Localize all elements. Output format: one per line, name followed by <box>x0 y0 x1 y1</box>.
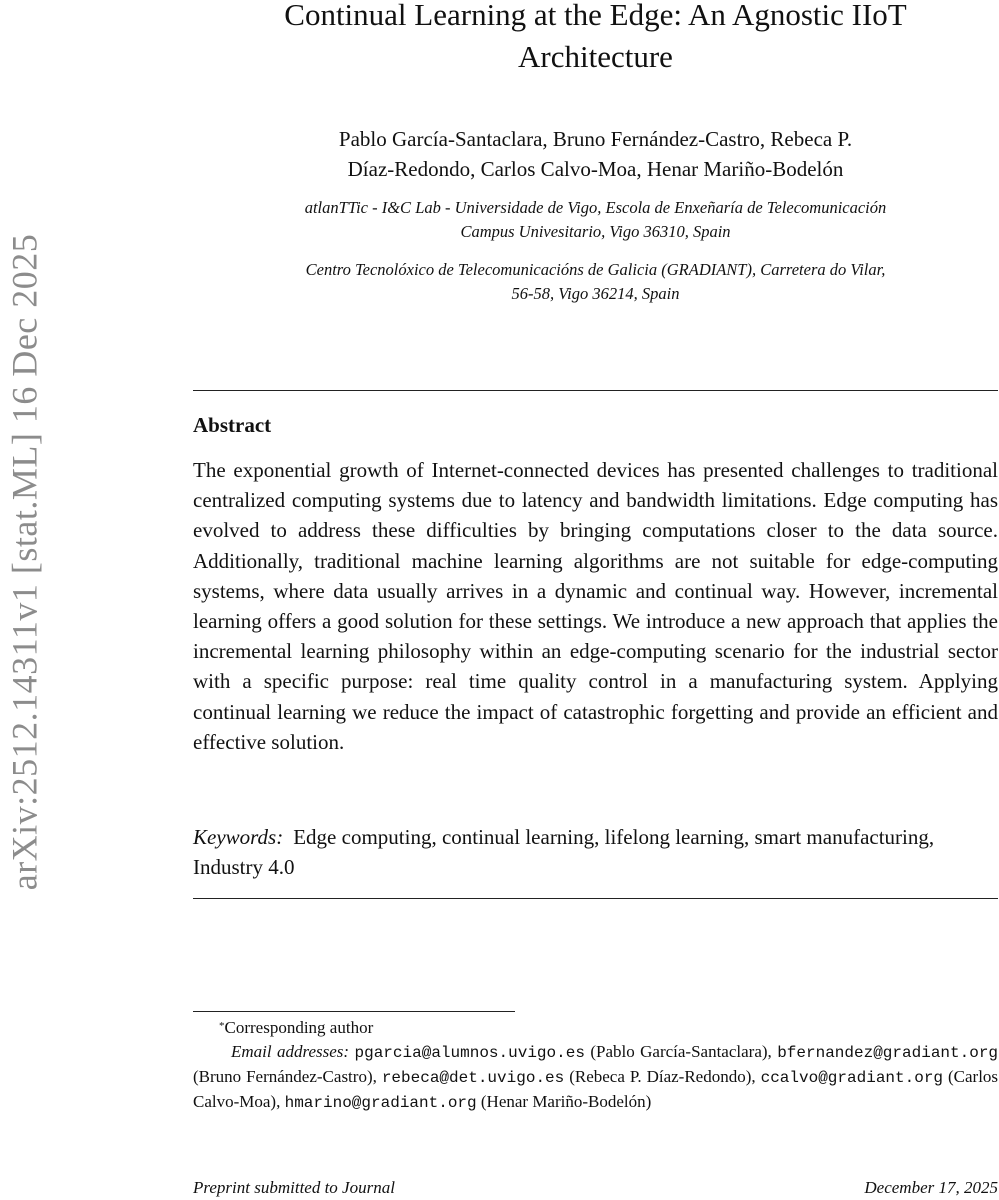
abstract-heading: Abstract <box>193 413 272 437</box>
email-link[interactable]: hmarino@gradiant.org <box>284 1094 477 1112</box>
affiliation-1-line-2: Campus Univesitario, Vigo 36310, Spain <box>460 222 731 241</box>
footnote-rule <box>193 1011 515 1012</box>
corresponding-author-note <box>193 1016 998 1040</box>
footer-date: December 17, 2025 <box>864 1178 998 1197</box>
affiliation-2 <box>193 258 998 306</box>
authors-line-1: Pablo García-Santaclara, Bruno Fernández-Castro, Rebeca P. <box>338 127 853 151</box>
keywords-text: Edge computing, continual learning, lifelong learning, smart manufacturing, Industry 4.0 <box>193 825 935 879</box>
email-owner: (Henar Mariño-Bodelón) <box>480 1092 652 1111</box>
email-addresses <box>193 1040 998 1115</box>
email-label: Email addresses: <box>231 1042 350 1061</box>
corresponding-author-text: Corresponding author <box>224 1018 374 1037</box>
affiliation-2-line-1: Centro Tecnolóxico de Telecomunicacións de Galicia (GRADIANT), Carretera do Vilar, <box>305 260 886 279</box>
arxiv-identifier: arXiv:2512.14311v1 [stat.ML] 16 Dec 2025 <box>4 233 44 891</box>
affiliation-1-line-1: atlanTTic - I&C Lab - Universidade de Vigo, Escola de Enxeñaría de Telecomunicación <box>304 198 887 217</box>
affiliation-1 <box>193 196 998 244</box>
email-link[interactable]: pgarcia@alumnos.uvigo.es <box>354 1044 585 1062</box>
abstract-text: The exponential growth of Internet-connected devices has presented challenges to traditional centralized computing systems due to latency and bandwidth limitations. Edge computing has evolved to address these difficulties by bringing computations closer to the data source. Additionally, traditional machine learning algorithms are not suitable for edge-computing systems, where data usually arrives in a dynamic and continual way. However, incremental learning offers a good solution for these settings. We introduce a new approach that applies the incremental learning philosophy within an edge-computing scenario for the industrial sector with a specific purpose: real time quality control in a manufacturing system. Applying continual learning we reduce the impact of catastrophic forgetting and provide an efficient and effective solution. <box>193 458 998 754</box>
page-footer <box>193 1178 998 1198</box>
email-owner: (Rebeca P. Díaz-Redondo), <box>569 1067 756 1086</box>
paper-title <box>193 0 998 78</box>
email-link[interactable]: rebeca@det.uvigo.es <box>381 1069 565 1087</box>
keywords-label: Keywords: <box>193 825 284 849</box>
abstract-bottom-rule <box>193 898 998 899</box>
footer-preprint-note: Preprint submitted to Journal <box>193 1178 395 1197</box>
footnote <box>193 1016 998 1115</box>
arxiv-sidebar-stamp <box>0 182 48 942</box>
email-owner: (Carlos Calvo-Moa), <box>193 1067 999 1111</box>
email-owner: (Pablo García-Santaclara), <box>590 1042 772 1061</box>
paper-page <box>193 0 999 1197</box>
title-line-1: Continual Learning at the Edge: An Agnostic IIoT <box>284 0 907 32</box>
email-link[interactable]: bfernandez@gradiant.org <box>777 1044 999 1062</box>
keywords <box>193 822 983 882</box>
footnote-marker: * <box>219 1020 225 1032</box>
author-list <box>193 124 998 184</box>
title-line-2: Architecture <box>518 39 673 74</box>
affiliation-2-line-2: 56-58, Vigo 36214, Spain <box>511 284 680 303</box>
abstract-top-rule <box>193 390 998 391</box>
authors-line-2: Díaz-Redondo, Carlos Calvo-Moa, Henar Mariño-Bodelón <box>347 157 844 181</box>
email-link[interactable]: ccalvo@gradiant.org <box>760 1069 944 1087</box>
email-owner: (Bruno Fernández-Castro), <box>193 1067 377 1086</box>
